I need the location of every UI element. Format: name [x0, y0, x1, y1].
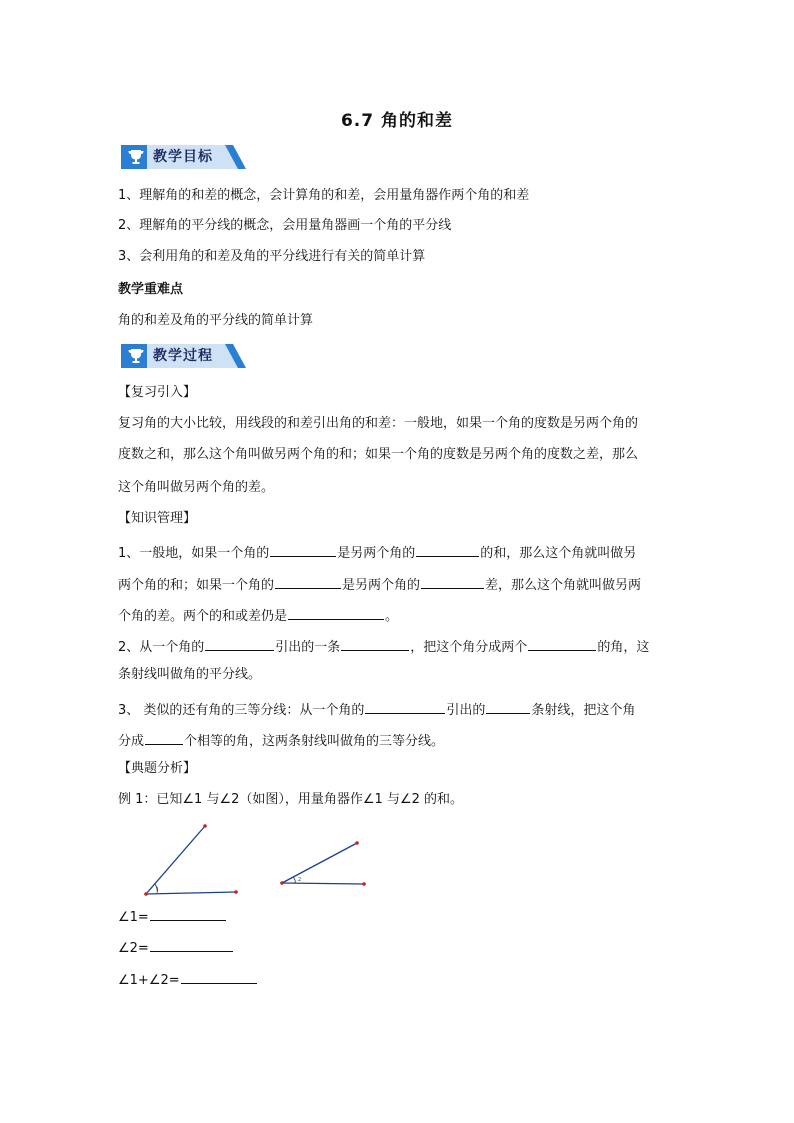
- review-line-2: 度数之和，那么这个角叫做另两个角的和；如果一个角的度数是另两个角的度数之差，那么: [118, 447, 639, 462]
- ray-end-point: [355, 841, 359, 845]
- knowledge-line-5: 条射线叫做角的平分线。: [118, 667, 262, 682]
- angle-2-ray-b: [282, 883, 364, 884]
- knowledge-line-7: 分成 个相等的角，这两条射线叫做角的三等分线。: [118, 730, 444, 750]
- fill-blank[interactable]: [486, 699, 530, 714]
- fill-blank[interactable]: [528, 636, 596, 651]
- fill-blank[interactable]: [421, 574, 484, 589]
- knowledge-line-4: 2、从一个角的 引出的一条 ，把这个角分成两个 的角，这: [118, 636, 649, 656]
- vertex-point: [144, 892, 148, 896]
- knowledge-heading: 【知识管理】: [118, 511, 197, 526]
- fill-blank[interactable]: [416, 542, 479, 557]
- knowledge-line-1: 1、一般地，如果一个角的 是另两个角的 的和，那么这个角就叫做另: [118, 542, 636, 562]
- angle-2-label: 2: [298, 877, 301, 883]
- fill-blank[interactable]: [288, 605, 384, 620]
- knowledge-line-3: 个角的差。两个的和或差仍是 。: [118, 605, 398, 625]
- fill-blank[interactable]: [341, 636, 409, 651]
- answer-angle-1: ∠1=: [118, 906, 227, 926]
- objective-2: 2、理解角的平分线的概念，会用量角器画一个角的平分线: [118, 218, 452, 233]
- angle-1-label: 1: [156, 887, 159, 893]
- answer-angle-sum: ∠1+∠2=: [118, 969, 258, 989]
- knowledge-line-2: 两个角的和；如果一个角的 是另两个角的 差，那么这个角就叫做另两: [118, 574, 641, 594]
- page-title: 6.7 角的和差: [340, 111, 454, 131]
- objective-3: 3、会利用角的和差及角的平分线进行有关的简单计算: [118, 249, 426, 264]
- review-line-1: 复习角的大小比较，用线段的和差引出角的和差：一般地，如果一个角的度数是另两个角的: [118, 416, 639, 431]
- angle-2-figure: [280, 841, 366, 886]
- review-heading: 【复习引入】: [118, 385, 197, 400]
- examples-heading: 【典题分析】: [118, 761, 197, 776]
- fill-blank[interactable]: [365, 699, 445, 714]
- angle-1-figure: [144, 824, 238, 896]
- angle-2-arc: [293, 877, 295, 883]
- ray-end-point: [362, 882, 366, 886]
- fill-blank[interactable]: [205, 636, 274, 651]
- key-points-text: 角的和差及角的平分线的简单计算: [118, 313, 314, 328]
- section-banner-process: [121, 344, 246, 368]
- trophy-icon: [127, 149, 145, 165]
- answer-angle-2: ∠2=: [118, 937, 234, 957]
- fill-blank[interactable]: [145, 730, 183, 745]
- fill-blank[interactable]: [275, 574, 341, 589]
- objective-1: 1、理解角的和差的概念，会计算角的和差，会用量角器作两个角的和差: [118, 188, 530, 203]
- knowledge-line-6: 3、 类似的还有角的三等分线：从一个角的 引出的 条射线，把这个角: [118, 699, 635, 719]
- trophy-icon: [127, 348, 145, 364]
- fill-blank[interactable]: [150, 906, 226, 921]
- banner-label: 教学过程: [153, 348, 213, 364]
- angles-figure: [130, 818, 390, 908]
- fill-blank[interactable]: [181, 969, 257, 984]
- vertex-point: [280, 881, 284, 885]
- review-line-3: 这个角叫做另两个角的差。: [118, 480, 275, 495]
- angle-1-ray-a: [146, 826, 205, 894]
- banner-label: 教学目标: [153, 149, 213, 165]
- example-1-text: 例 1：已知∠1 与∠2（如图），用量角器作∠1 与∠2 的和。: [118, 792, 464, 807]
- angle-1-ray-b: [146, 892, 236, 894]
- fill-blank[interactable]: [150, 937, 233, 952]
- fill-blank[interactable]: [270, 542, 336, 557]
- section-banner-objectives: [121, 145, 246, 169]
- ray-end-point: [203, 824, 207, 828]
- ray-end-point: [234, 890, 238, 894]
- key-points-heading: 教学重难点: [118, 282, 184, 297]
